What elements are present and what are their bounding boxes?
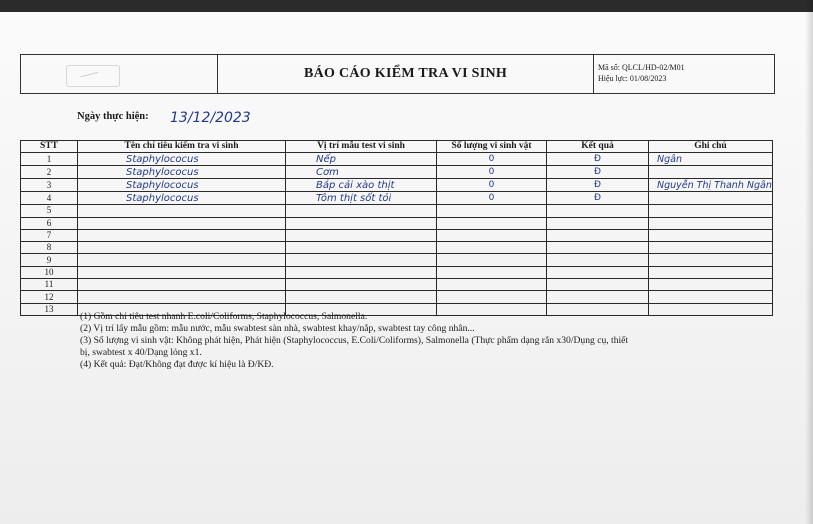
result-cell bbox=[547, 254, 649, 266]
row-stt: 7 bbox=[21, 229, 78, 241]
table-row bbox=[21, 205, 773, 217]
sample-location-cell bbox=[286, 166, 437, 179]
table-row bbox=[21, 254, 773, 266]
result-handwriting: Đ bbox=[594, 180, 601, 191]
row-stt: 11 bbox=[21, 279, 78, 291]
col-header-test-name: Tên chỉ tiêu kiểm tra vi sinh bbox=[78, 141, 286, 153]
scan-top-edge bbox=[0, 0, 813, 12]
sample-location-cell bbox=[286, 266, 437, 278]
note-cell bbox=[649, 229, 773, 241]
test-name-cell bbox=[78, 266, 286, 278]
count-handwriting: 0 bbox=[488, 167, 495, 178]
test-name-handwriting: Staphylococus bbox=[126, 166, 199, 178]
count-handwriting: 0 bbox=[488, 180, 495, 191]
test-name-cell bbox=[78, 192, 286, 205]
row-stt: 10 bbox=[21, 266, 78, 278]
note-cell bbox=[649, 217, 773, 229]
count-cell bbox=[437, 229, 547, 241]
test-name-handwriting: Staphylococus bbox=[126, 153, 199, 165]
note-handwriting: Nguyễn Thị Thanh Ngân bbox=[657, 179, 772, 191]
table-row bbox=[21, 179, 773, 192]
sample-location-cell bbox=[286, 205, 437, 217]
sample-location-handwriting: Cơm bbox=[316, 166, 339, 178]
sample-location-cell bbox=[286, 229, 437, 241]
sample-location-cell bbox=[286, 179, 437, 192]
note-cell bbox=[649, 205, 773, 217]
company-logo bbox=[21, 55, 218, 93]
note-handwriting: Ngân bbox=[657, 153, 682, 165]
count-cell bbox=[437, 179, 547, 192]
test-name-cell bbox=[78, 205, 286, 217]
table-row bbox=[21, 217, 773, 229]
result-handwriting: Đ bbox=[594, 167, 601, 178]
count-cell bbox=[437, 153, 547, 166]
test-name-cell bbox=[78, 291, 286, 303]
table-row bbox=[21, 291, 773, 303]
note-cell bbox=[649, 291, 773, 303]
row-stt: 12 bbox=[21, 291, 78, 303]
test-name-cell bbox=[78, 153, 286, 166]
date-label: Ngày thực hiện: bbox=[77, 111, 149, 122]
test-name-cell bbox=[78, 166, 286, 179]
footnote-4: (4) Kết quả: Đạt/Không đạt được kí hiệu là Đ/KĐ. bbox=[80, 359, 274, 370]
test-name-cell bbox=[78, 279, 286, 291]
col-header-stt: STT bbox=[21, 141, 78, 153]
result-cell bbox=[547, 291, 649, 303]
report-header bbox=[20, 54, 775, 94]
col-header-sample-location: Vị trí mẫu test vi sinh bbox=[286, 141, 437, 153]
document-meta bbox=[594, 55, 774, 93]
table-row bbox=[21, 266, 773, 278]
test-name-cell bbox=[78, 217, 286, 229]
table-row bbox=[21, 192, 773, 205]
result-cell bbox=[547, 279, 649, 291]
result-cell bbox=[547, 166, 649, 179]
row-stt: 13 bbox=[21, 303, 78, 315]
row-stt: 3 bbox=[21, 179, 78, 192]
count-cell bbox=[437, 291, 547, 303]
table-row bbox=[21, 229, 773, 241]
footnote-2: (2) Vị trí lấy mẫu gồm: mẫu nước, mẫu swabtest sàn nhà, swabtest khay/nắp, swabtest tay công nhân... bbox=[80, 323, 475, 334]
result-cell bbox=[547, 179, 649, 192]
col-header-count: Số lượng vi sinh vật bbox=[437, 141, 547, 153]
count-handwriting: 0 bbox=[488, 154, 495, 165]
test-name-cell bbox=[78, 254, 286, 266]
note-cell bbox=[649, 166, 773, 179]
test-name-handwriting: Staphylococus bbox=[126, 179, 199, 191]
table-row bbox=[21, 242, 773, 254]
count-handwriting: 0 bbox=[488, 193, 495, 204]
count-cell bbox=[437, 279, 547, 291]
test-name-cell bbox=[78, 179, 286, 192]
table-header-row bbox=[21, 141, 773, 153]
note-cell bbox=[649, 192, 773, 205]
result-cell bbox=[547, 153, 649, 166]
col-header-result: Kết quả bbox=[547, 141, 649, 153]
sample-location-cell bbox=[286, 217, 437, 229]
count-cell bbox=[437, 166, 547, 179]
document-code: Mã số: QLCL/HD-02/M01 bbox=[598, 63, 685, 72]
row-stt: 5 bbox=[21, 205, 78, 217]
note-cell bbox=[649, 242, 773, 254]
footnote-3: (3) Số lượng vi sinh vật: Không phát hiện, Phát hiện (Staphylococcus, E.Coli/Coliforms), Salmonella (Thực phẩm dạng rắn x30/Dụng cụ, thiết bbox=[80, 335, 629, 346]
row-stt: 4 bbox=[21, 192, 78, 205]
count-cell bbox=[437, 242, 547, 254]
scan-right-edge bbox=[805, 0, 813, 524]
footnote-1: (1) Gồm chỉ tiêu test nhanh E.coli/Coliforms, Staphylococcus, Salmonella. bbox=[80, 311, 368, 322]
sample-location-cell bbox=[286, 254, 437, 266]
microbiology-table bbox=[20, 140, 773, 316]
row-stt: 8 bbox=[21, 242, 78, 254]
sample-location-handwriting: Tôm thịt sốt tỏi bbox=[316, 192, 392, 204]
count-cell bbox=[437, 192, 547, 205]
note-cell bbox=[649, 179, 773, 192]
document-effective-date: Hiệu lực: 01/08/2023 bbox=[598, 74, 667, 83]
table-row bbox=[21, 166, 773, 179]
count-cell bbox=[437, 205, 547, 217]
faded-logo-stamp bbox=[66, 65, 120, 87]
row-stt: 1 bbox=[21, 153, 78, 166]
test-name-handwriting: Staphylococus bbox=[126, 192, 199, 204]
result-cell bbox=[547, 266, 649, 278]
note-cell bbox=[649, 254, 773, 266]
result-cell bbox=[547, 192, 649, 205]
sample-location-cell bbox=[286, 153, 437, 166]
table-row bbox=[21, 153, 773, 166]
row-stt: 6 bbox=[21, 217, 78, 229]
row-stt: 9 bbox=[21, 254, 78, 266]
sample-location-cell bbox=[286, 279, 437, 291]
result-handwriting: Đ bbox=[594, 193, 601, 204]
sample-location-cell bbox=[286, 291, 437, 303]
count-cell bbox=[437, 217, 547, 229]
sample-location-cell bbox=[286, 192, 437, 205]
sample-location-handwriting: Bắp cải xào thịt bbox=[316, 179, 395, 191]
test-name-cell bbox=[78, 229, 286, 241]
result-cell bbox=[547, 242, 649, 254]
table-row bbox=[21, 279, 773, 291]
sample-location-cell bbox=[286, 242, 437, 254]
test-name-cell bbox=[78, 242, 286, 254]
date-value: 13/12/2023 bbox=[170, 110, 251, 126]
result-cell bbox=[547, 217, 649, 229]
note-cell bbox=[649, 266, 773, 278]
sample-location-handwriting: Nếp bbox=[316, 153, 336, 165]
result-cell bbox=[547, 205, 649, 217]
footnote-3-cont: bị, swabtest x 40/Dạng lỏng x1. bbox=[80, 347, 202, 358]
row-stt: 2 bbox=[21, 166, 78, 179]
report-title: BÁO CÁO KIỂM TRA VI SINH bbox=[218, 55, 594, 93]
footnotes bbox=[80, 311, 770, 371]
count-cell bbox=[437, 266, 547, 278]
count-cell bbox=[437, 254, 547, 266]
note-cell bbox=[649, 153, 773, 166]
note-cell bbox=[649, 279, 773, 291]
result-handwriting: Đ bbox=[594, 154, 601, 165]
result-cell bbox=[547, 229, 649, 241]
col-header-note: Ghi chú bbox=[649, 141, 773, 153]
